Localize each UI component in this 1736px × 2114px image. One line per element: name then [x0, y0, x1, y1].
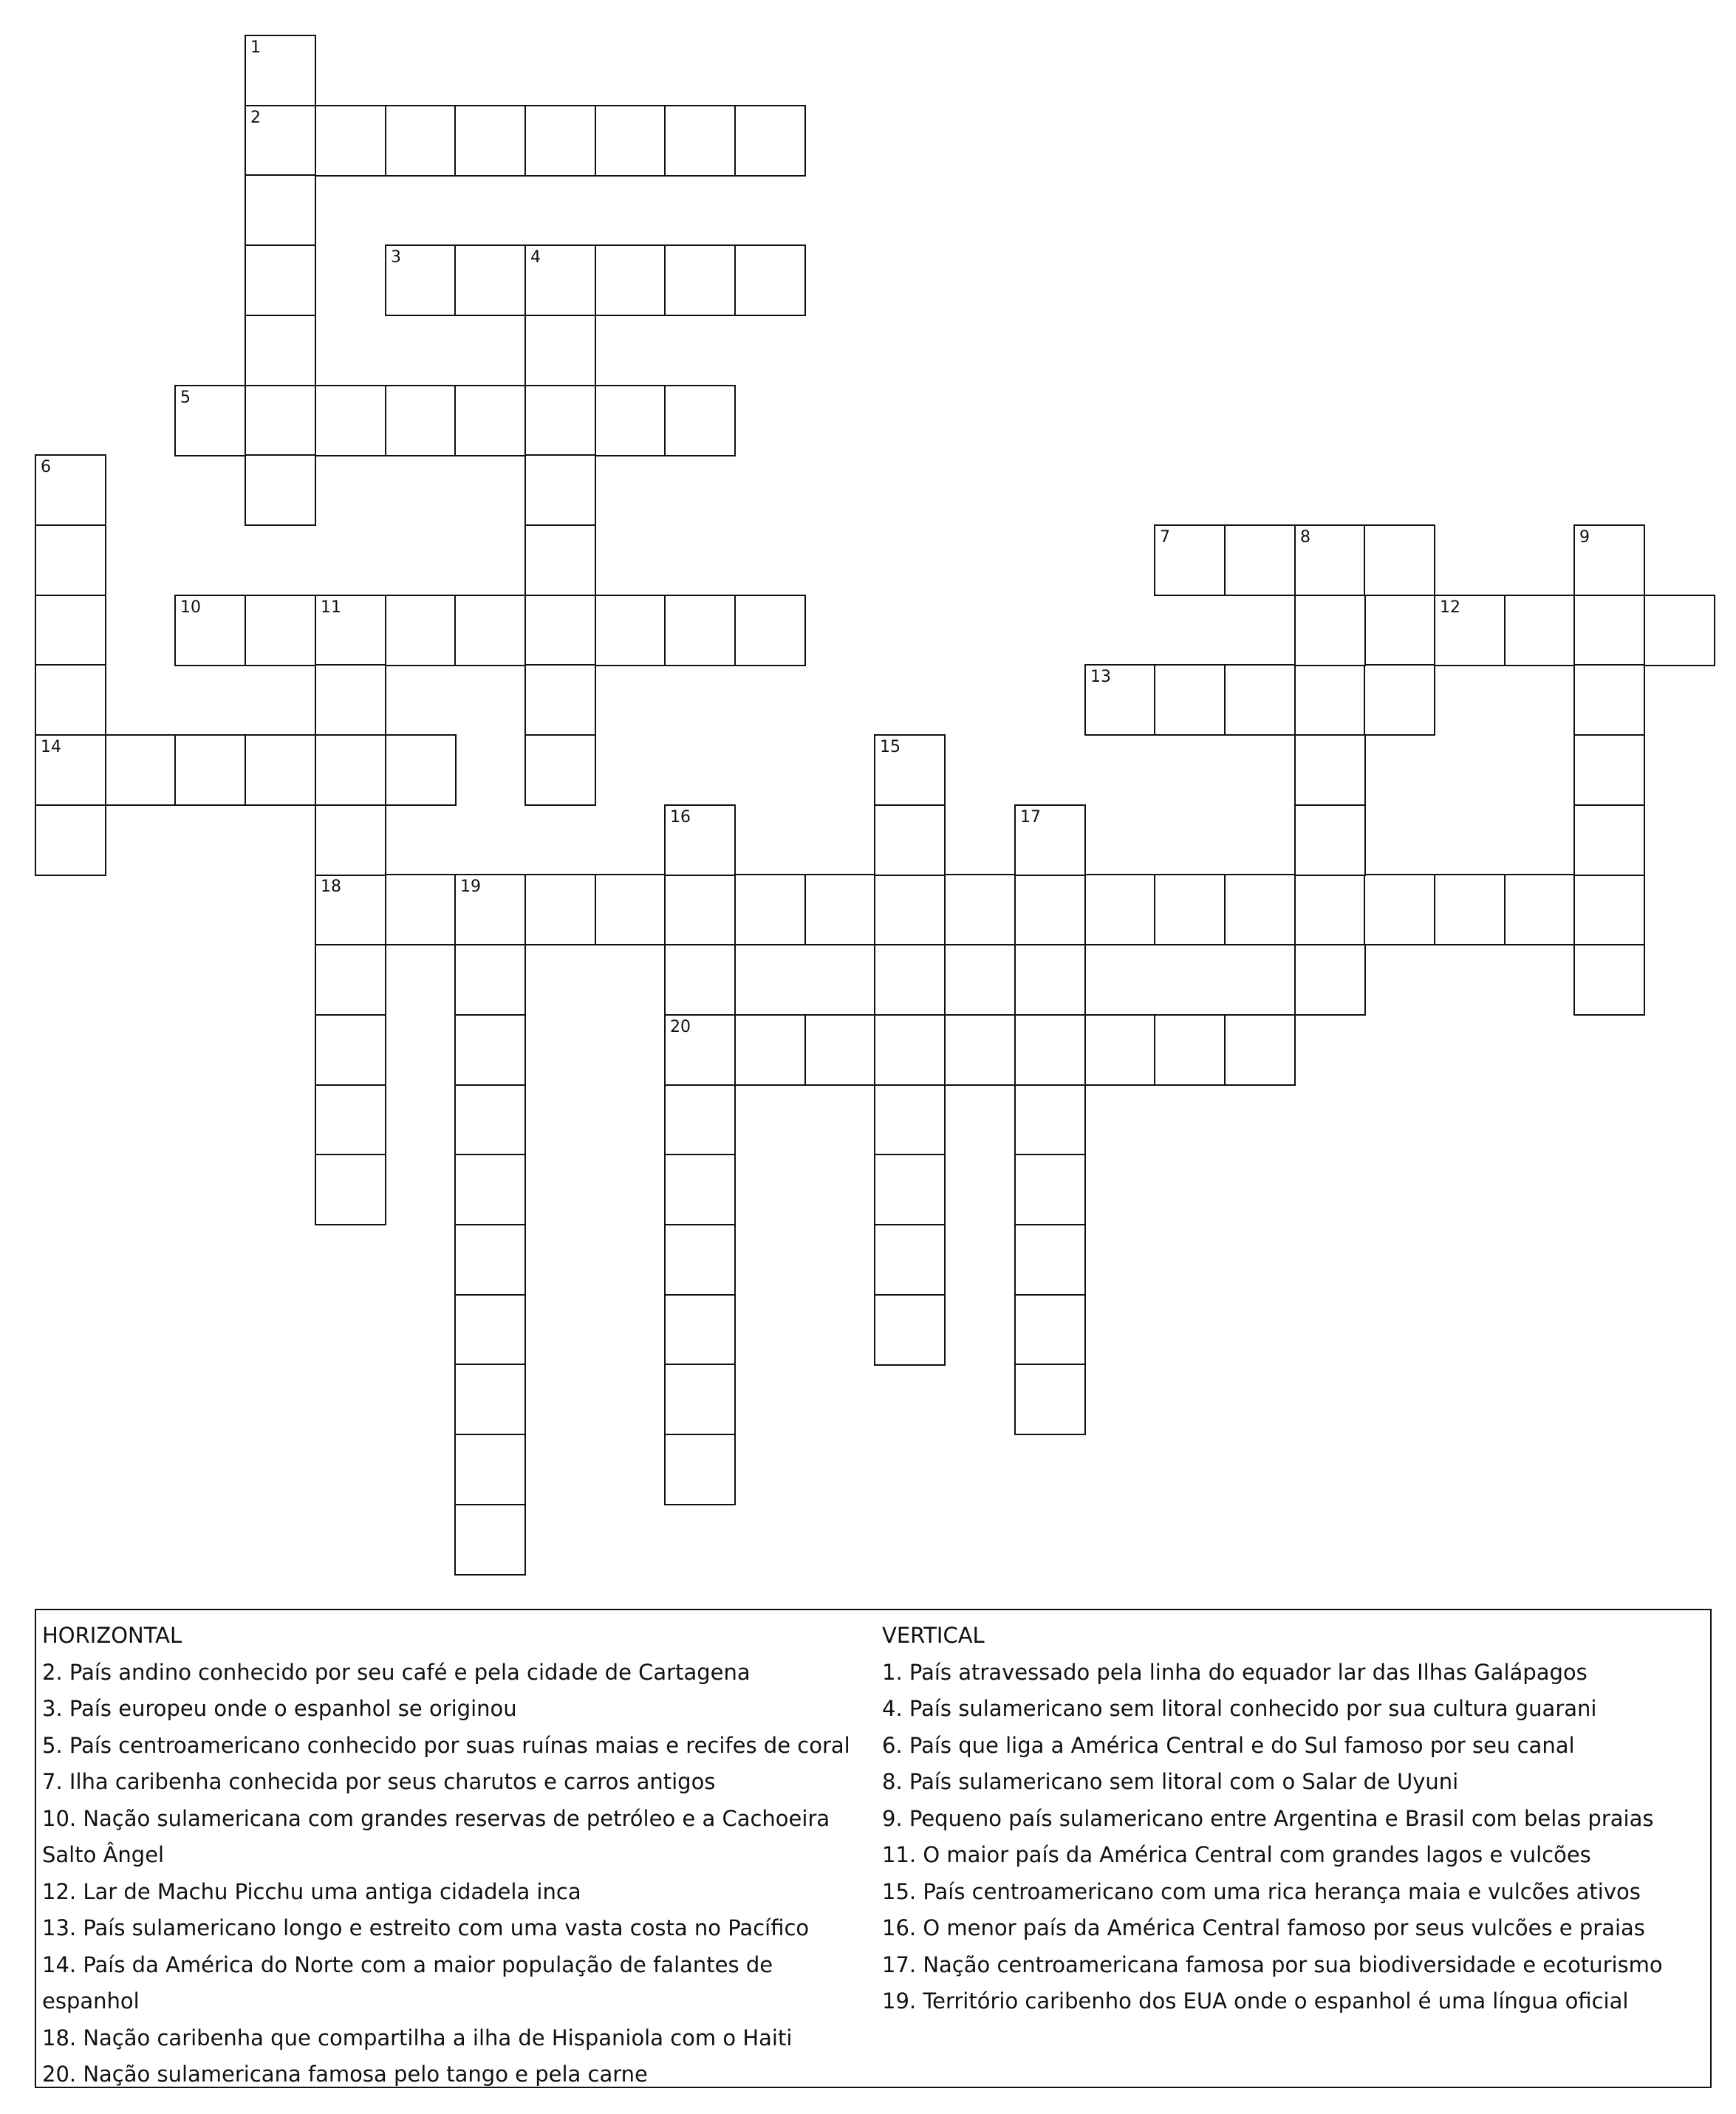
clue-number: 4: [530, 248, 541, 267]
grid-cell[interactable]: [35, 664, 106, 736]
grid-cell[interactable]: [1294, 874, 1366, 945]
grid-cell[interactable]: [35, 804, 106, 876]
grid-cell[interactable]: [1154, 874, 1226, 945]
grid-cell[interactable]: [245, 105, 316, 177]
grid-cell[interactable]: [454, 244, 526, 316]
grid-cell[interactable]: [1154, 1014, 1226, 1086]
grid-cell[interactable]: [174, 385, 246, 456]
grid-cell[interactable]: [1504, 874, 1576, 945]
clue-number: 7: [1160, 528, 1170, 547]
clue-down-19: 19. Território caribenho dos EUA onde o espanhol é uma língua oficial: [882, 1988, 1629, 2014]
grid-cell[interactable]: [664, 385, 736, 456]
grid-cell[interactable]: [245, 244, 316, 316]
grid-cell[interactable]: [245, 35, 316, 106]
clue-number: 9: [1579, 528, 1590, 547]
grid-cell[interactable]: [454, 1014, 526, 1086]
clue-number: 19: [460, 878, 481, 896]
grid-cell[interactable]: [524, 454, 596, 526]
clue-down-4: 4. País sulamericano sem litoral conhecido por sua cultura guarani: [882, 1696, 1597, 1721]
grid-cell[interactable]: [1434, 595, 1506, 666]
grid-cell[interactable]: [1364, 874, 1435, 945]
grid-cell[interactable]: [664, 1154, 736, 1225]
grid-cell[interactable]: [1224, 664, 1296, 736]
clue-down-8: 8. País sulamericano sem litoral com o Salar de Uyuni: [882, 1769, 1459, 1794]
grid-cell[interactable]: [454, 1154, 526, 1225]
grid-cell[interactable]: [315, 734, 386, 806]
grid-cell[interactable]: [454, 1294, 526, 1366]
clue-number: 14: [41, 738, 61, 756]
grid-cell[interactable]: [1014, 804, 1086, 876]
grid-cell[interactable]: [734, 244, 806, 316]
grid-cell[interactable]: [595, 595, 666, 666]
clue-down-15: 15. País centroamericano com uma rica herança maia e vulcões ativos: [882, 1878, 1641, 1904]
grid-cell[interactable]: [454, 1504, 526, 1576]
clue-number: 15: [880, 738, 901, 756]
clue-number: 5: [180, 389, 191, 407]
grid-cell[interactable]: [664, 944, 736, 1016]
grid-cell[interactable]: [874, 734, 946, 806]
grid-cell[interactable]: [1644, 595, 1715, 666]
clue-number: 3: [391, 248, 401, 267]
grid-cell[interactable]: [35, 524, 106, 596]
grid-cell[interactable]: [105, 734, 177, 806]
clue-number: 6: [41, 458, 51, 476]
grid-cell[interactable]: [315, 874, 386, 945]
grid-cell[interactable]: [664, 1014, 736, 1086]
grid-cell[interactable]: [1364, 524, 1435, 596]
grid-cell[interactable]: [664, 804, 736, 876]
grid-cell[interactable]: [1573, 524, 1645, 596]
grid-cell[interactable]: [1224, 874, 1296, 945]
grid-cell[interactable]: [245, 595, 316, 666]
grid-cell[interactable]: [664, 1294, 736, 1366]
horizontal-heading: HORIZONTAL: [42, 1623, 182, 1648]
grid-cell[interactable]: [315, 664, 386, 736]
clue-number: 20: [670, 1018, 691, 1036]
grid-cell[interactable]: [874, 1014, 946, 1086]
grid-cell[interactable]: [1084, 874, 1156, 945]
grid-cell[interactable]: [1014, 944, 1086, 1016]
grid-cell[interactable]: [874, 804, 946, 876]
grid-cell[interactable]: [1014, 1014, 1086, 1086]
grid-cell[interactable]: [1504, 595, 1576, 666]
clue-number: 18: [321, 878, 341, 896]
grid-cell[interactable]: [664, 244, 736, 316]
clue-across-12: 12. Lar de Machu Picchu uma antiga cidadela inca: [42, 1878, 581, 1904]
grid-cell[interactable]: [804, 1014, 876, 1086]
grid-cell[interactable]: [1014, 1224, 1086, 1296]
grid-cell[interactable]: [524, 595, 596, 666]
grid-cell[interactable]: [874, 944, 946, 1016]
grid-cell[interactable]: [245, 454, 316, 526]
clue-number: 17: [1020, 808, 1041, 827]
clue-number: 1: [250, 38, 261, 57]
grid-cell[interactable]: [1573, 874, 1645, 945]
clue-across-18: 18. Nação caribenha que compartilha a ilha de Hispaniola com o Haiti: [42, 2025, 793, 2050]
grid-cell[interactable]: [1154, 664, 1226, 736]
grid-cell[interactable]: [315, 595, 386, 666]
grid-cell[interactable]: [1014, 1364, 1086, 1435]
grid-cell[interactable]: [1294, 595, 1366, 666]
grid-cell[interactable]: [385, 734, 457, 806]
grid-cell[interactable]: [174, 595, 246, 666]
grid-cell[interactable]: [734, 595, 806, 666]
grid-cell[interactable]: [874, 1294, 946, 1366]
grid-cell[interactable]: [385, 244, 457, 316]
grid-cell[interactable]: [524, 664, 596, 736]
grid-cell[interactable]: [385, 385, 457, 456]
clue-across-2: 2. País andino conhecido por seu café e pela cidade de Cartagena: [42, 1659, 751, 1685]
grid-cell[interactable]: [944, 874, 1016, 945]
grid-cell[interactable]: [524, 524, 596, 596]
grid-cell[interactable]: [1364, 664, 1435, 736]
grid-cell[interactable]: [734, 874, 806, 945]
grid-cell[interactable]: [35, 595, 106, 666]
grid-cell[interactable]: [385, 105, 457, 177]
grid-cell[interactable]: [245, 734, 316, 806]
grid-cell[interactable]: [1084, 1014, 1156, 1086]
grid-cell[interactable]: [1294, 804, 1366, 876]
grid-cell[interactable]: [874, 874, 946, 945]
grid-cell[interactable]: [35, 734, 106, 806]
grid-cell[interactable]: [1294, 524, 1366, 596]
clue-down-11: 11. O maior país da América Central com grandes lagos e vulcões: [882, 1842, 1591, 1867]
clue-number: 11: [321, 598, 341, 617]
clue-down-16: 16. O menor país da América Central famoso por seus vulcões e praias: [882, 1915, 1645, 1940]
grid-cell[interactable]: [454, 1434, 526, 1505]
grid-cell[interactable]: [1294, 664, 1366, 736]
grid-cell[interactable]: [664, 105, 736, 177]
grid-cell[interactable]: [174, 734, 246, 806]
grid-cell[interactable]: [524, 105, 596, 177]
grid-cell[interactable]: [245, 174, 316, 246]
grid-cell[interactable]: [1224, 1014, 1296, 1086]
grid-cell[interactable]: [874, 1224, 946, 1296]
grid-cell[interactable]: [315, 1084, 386, 1156]
vertical-clues: [882, 1618, 1695, 2020]
grid-cell[interactable]: [1014, 874, 1086, 945]
grid-cell[interactable]: [454, 105, 526, 177]
grid-cell[interactable]: [1154, 524, 1226, 596]
grid-cell[interactable]: [315, 944, 386, 1016]
grid-cell[interactable]: [315, 385, 386, 456]
grid-cell[interactable]: [1014, 1294, 1086, 1366]
grid-cell[interactable]: [734, 1014, 806, 1086]
grid-cell[interactable]: [1294, 734, 1366, 806]
grid-cell[interactable]: [315, 1014, 386, 1086]
grid-cell[interactable]: [1014, 1084, 1086, 1156]
grid-cell[interactable]: [664, 874, 736, 945]
grid-cell[interactable]: [385, 595, 457, 666]
clue-across-5: 5. País centroamericano conhecido por suas ruínas maias e recifes de coral: [42, 1732, 850, 1758]
grid-cell[interactable]: [454, 595, 526, 666]
grid-cell[interactable]: [245, 315, 316, 386]
clue-number: 2: [250, 109, 261, 127]
grid-cell[interactable]: [734, 105, 806, 177]
grid-cell[interactable]: [35, 454, 106, 526]
grid-cell[interactable]: [454, 1084, 526, 1156]
grid-cell[interactable]: [315, 804, 386, 876]
grid-cell[interactable]: [664, 1364, 736, 1435]
grid-cell[interactable]: [1573, 734, 1645, 806]
grid-cell[interactable]: [664, 1434, 736, 1505]
grid-cell[interactable]: [1573, 664, 1645, 736]
grid-cell[interactable]: [664, 1084, 736, 1156]
grid-cell[interactable]: [1014, 1154, 1086, 1225]
clue-number: 12: [1440, 598, 1460, 617]
clue-down-1: 1. País atravessado pela linha do equador lar das Ilhas Galápagos: [882, 1659, 1588, 1685]
grid-cell[interactable]: [595, 244, 666, 316]
clue-number: 10: [180, 598, 201, 617]
grid-cell[interactable]: [524, 244, 596, 316]
grid-cell[interactable]: [595, 874, 666, 945]
clue-across-14: 14. País da América do Norte com a maior população de falantes de espanhol: [42, 1951, 773, 2014]
grid-cell[interactable]: [874, 1154, 946, 1225]
clue-down-17: 17. Nação centroamericana famosa por sua biodiversidade e ecoturismo: [882, 1951, 1663, 1977]
grid-cell[interactable]: [664, 595, 736, 666]
grid-cell[interactable]: [454, 1224, 526, 1296]
grid-cell[interactable]: [944, 1014, 1016, 1086]
grid-cell[interactable]: [1294, 944, 1366, 1016]
grid-cell[interactable]: [454, 944, 526, 1016]
grid-cell[interactable]: [1573, 804, 1645, 876]
clue-across-20: 20. Nação sulamericana famosa pelo tango e pela carne: [42, 2062, 648, 2087]
clue-number: 13: [1090, 668, 1111, 686]
clue-number: 16: [670, 808, 691, 827]
grid-cell[interactable]: [1573, 595, 1645, 666]
grid-cell[interactable]: [245, 385, 316, 456]
clue-across-3: 3. País europeu onde o espanhol se originou: [42, 1696, 517, 1721]
grid-cell[interactable]: [315, 1154, 386, 1225]
grid-cell[interactable]: [595, 105, 666, 177]
horizontal-clues: [42, 1618, 855, 2093]
grid-cell[interactable]: [664, 1224, 736, 1296]
grid-cell[interactable]: [315, 105, 386, 177]
grid-cell[interactable]: [524, 874, 596, 945]
grid-cell[interactable]: [524, 734, 596, 806]
clue-down-6: 6. País que liga a América Central e do Sul famoso por seu canal: [882, 1732, 1575, 1758]
clue-down-9: 9. Pequeno país sulamericano entre Argentina e Brasil com belas praias: [882, 1805, 1654, 1831]
clues-panel: [35, 1609, 1712, 2088]
grid-cell[interactable]: [1573, 944, 1645, 1016]
grid-cell[interactable]: [804, 874, 876, 945]
grid-cell[interactable]: [524, 315, 596, 386]
clue-across-13: 13. País sulamericano longo e estreito com uma vasta costa no Pacífico: [42, 1915, 810, 1940]
grid-cell[interactable]: [385, 874, 457, 945]
grid-cell[interactable]: [524, 385, 596, 456]
grid-cell[interactable]: [1084, 664, 1156, 736]
clue-across-7: 7. Ilha caribenha conhecida por seus charutos e carros antigos: [42, 1769, 716, 1794]
grid-cell[interactable]: [454, 385, 526, 456]
grid-cell[interactable]: [1434, 874, 1506, 945]
grid-cell[interactable]: [454, 1364, 526, 1435]
grid-cell[interactable]: [874, 1084, 946, 1156]
grid-cell[interactable]: [1224, 524, 1296, 596]
grid-cell[interactable]: [595, 385, 666, 456]
vertical-heading: VERTICAL: [882, 1623, 985, 1648]
clue-across-10: 10. Nação sulamericana com grandes reservas de petróleo e a Cachoeira Salto Ângel: [42, 1805, 830, 1867]
clue-number: 8: [1300, 528, 1310, 547]
grid-cell[interactable]: [454, 874, 526, 945]
